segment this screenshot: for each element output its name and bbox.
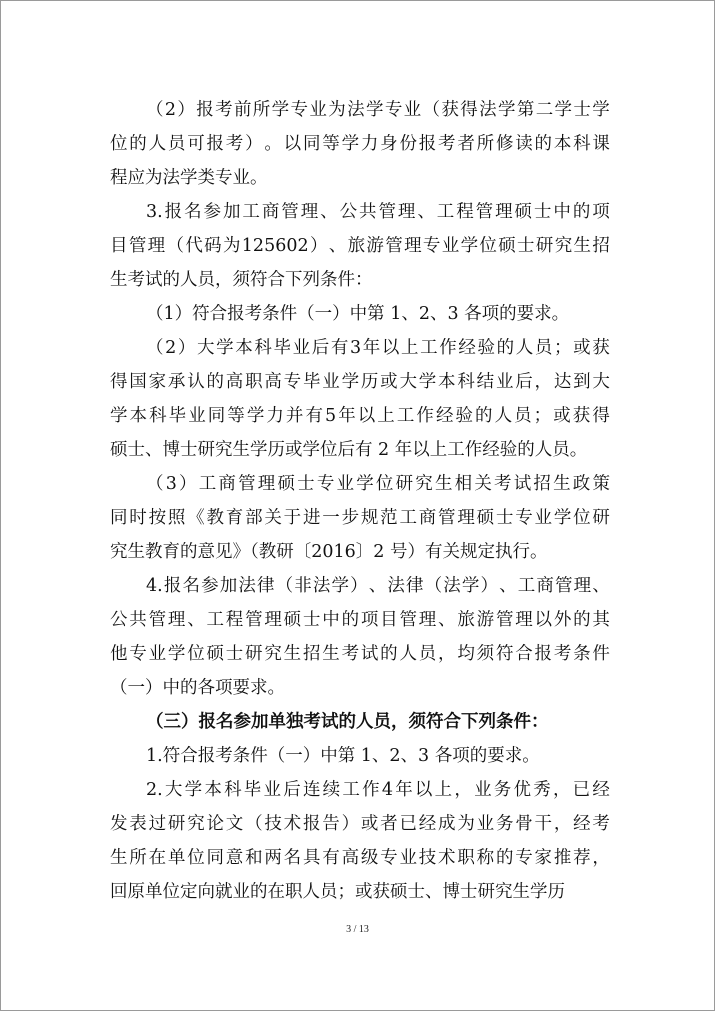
paragraph-p3 [110, 297, 610, 331]
text-line: （ 3 ） 工 商 管 理 硕 士 专 业 学 位 研 究 生 相 关 考 试 招 生 政 策 [146, 474, 610, 494]
text-line: 生考试的人员，须符合下列条件： [110, 270, 373, 290]
text-line: 同 时 按 照 《 教 育 部 关 于 进 一 步 规 范 工 商 管 理 硕 士 专 业 学 位 研 [110, 508, 610, 528]
text-line: 1.符合报考条件（一）中第 1、2、3 各项的要求。 [146, 746, 540, 766]
paragraph-p2 [110, 195, 610, 297]
text-line: （ 2 ） 大 学 本 科 毕 业 后 有 3 年 以 上 工 作 经 验 的 人 员 ； 或 获 [146, 338, 610, 358]
paragraph-p9 [110, 773, 610, 909]
document-body [110, 93, 610, 909]
text-line: 4. 报 名 参 加 法 律 （ 非 法 学 ） 、 法 律 （ 法 学 ） 、 工 商 管 理 、 [146, 576, 610, 596]
text-line: 目 管 理 （ 代 码 为 125602 ） 、 旅 游 管 理 专 业 学 位 硕 士 研 究 生 招 [110, 236, 610, 256]
paragraph-p5 [110, 467, 610, 569]
text-line: 发 表 过 研 究 论 文 （ 技 术 报 告 ） 或 者 已 经 成 为 业 务 骨 干 ， 经 考 [110, 814, 610, 834]
paragraph-p6 [110, 569, 610, 705]
text-line: （1）符合报考条件（一）中第 1、2、3 各项的要求。 [146, 304, 570, 324]
text-line: 程应为法学类专业。 [110, 168, 268, 188]
paragraph-p1 [110, 93, 610, 195]
text-line: 硕士、博士研究生学历或学位后有 2 年以上工作经验的人员。 [110, 440, 588, 460]
paragraph-p4 [110, 331, 610, 467]
text-line: 公 共 管 理 、 工 程 管 理 硕 士 中 的 项 目 管 理 、 旅 游 管 理 以 外 的 其 [110, 610, 610, 630]
text-line: 位 的 人 员 可 报 考 ） 。 以 同 等 学 力 身 份 报 考 者 所 修 读 的 本 科 课 [110, 134, 610, 154]
text-line: 3. 报 名 参 加 工 商 管 理 、 公 共 管 理 、 工 程 管 理 硕 士 中 的 项 [146, 202, 610, 222]
text-line: 他 专 业 学 位 硕 士 研 究 生 招 生 考 试 的 人 员 ， 均 须 符 合 报 考 条 件 [110, 644, 610, 664]
paragraph-p8 [110, 739, 610, 773]
text-line: 回原单位定向就业的在职人员；或获硕士、博士研究生学历 [110, 882, 565, 902]
text-line: 得 国 家 承 认 的 高 职 高 专 毕 业 学 历 或 大 学 本 科 结 业 后 ， 达 到 大 [110, 372, 610, 392]
text-line: 2. 大 学 本 科 毕 业 后 连 续 工 作 4 年 以 上 ， 业 务 优 秀 ， 已 经 [146, 780, 610, 800]
text-line: （一）中的各项要求。 [110, 678, 285, 698]
text-line: 究生教育的意见》（教研〔2016〕2 号）有关规定执行。 [110, 542, 548, 562]
page-number: 3 / 13 [346, 924, 369, 935]
paragraph-p7 [110, 705, 610, 739]
text-line: 生 所 在 单 位 同 意 和 两 名 具 有 高 级 专 业 技 术 职 称 的 专 家 推 荐 ， [110, 848, 610, 868]
text-line: （三）报名参加单独考试的人员，须符合下列条件： [146, 712, 549, 732]
text-line: （ 2 ） 报 考 前 所 学 专 业 为 法 学 专 业 （ 获 得 法 学 第 二 学 士 学 [146, 100, 610, 120]
text-line: 学 本 科 毕 业 同 等 学 力 并 有 5 年 以 上 工 作 经 验 的 人 员 ； 或 获 得 [110, 406, 610, 426]
